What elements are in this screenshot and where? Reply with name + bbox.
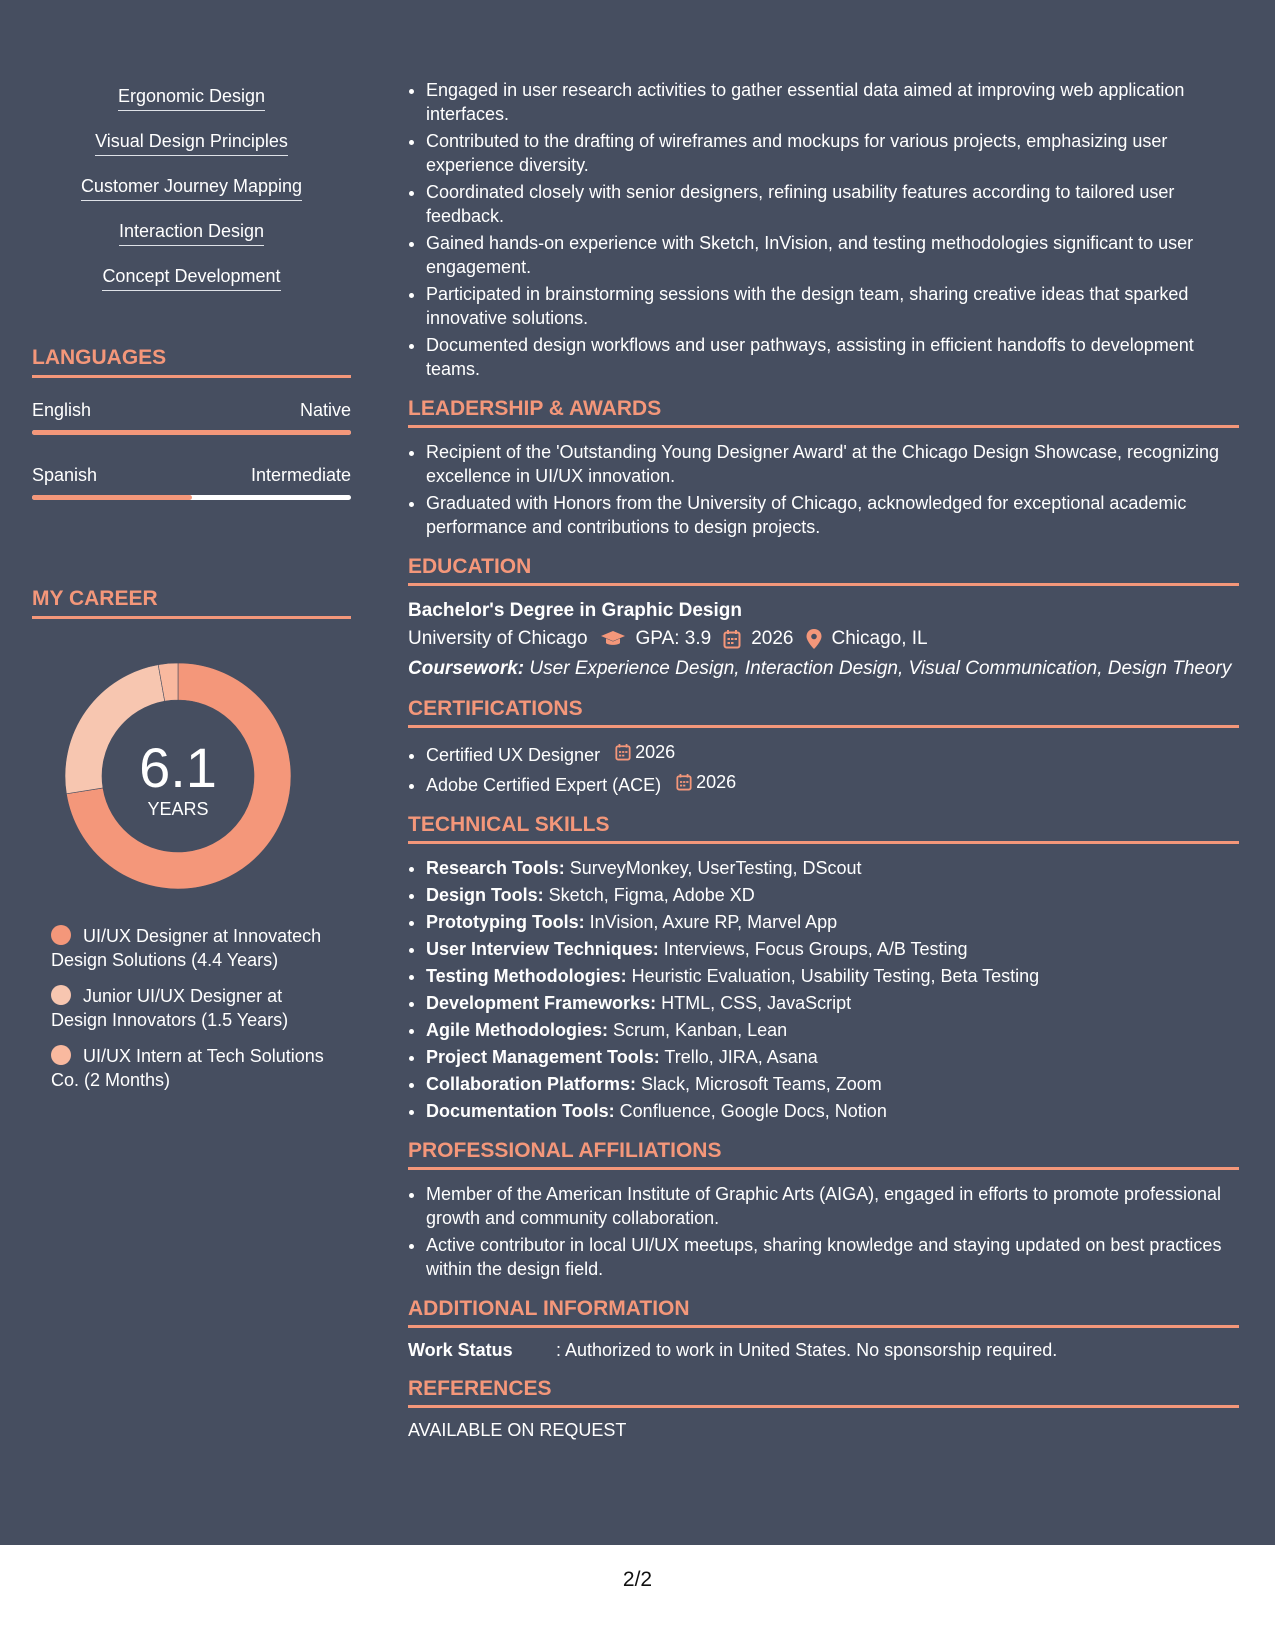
- skill-category: Design Tools:: [426, 885, 544, 905]
- list-item: [426, 1018, 1239, 1042]
- skills-list: [32, 86, 351, 311]
- skill-label: Visual Design Principles: [95, 131, 288, 156]
- references-title: REFERENCES: [408, 1377, 1239, 1408]
- work-status: [408, 1340, 1239, 1361]
- list-item: [426, 770, 1239, 797]
- affiliations-title: PROFESSIONAL AFFILIATIONS: [408, 1139, 1239, 1170]
- languages-section: [32, 346, 351, 500]
- list-item: • Graduated with Honors from the University of Chicago, acknowledged for exceptional academic performance and contributions to design projects.: [426, 491, 1239, 539]
- coursework-label: Coursework:: [408, 658, 525, 679]
- skill-values: Confluence, Google Docs, Notion: [614, 1101, 887, 1121]
- skill-values: Heuristic Evaluation, Usability Testing, Beta Testing: [626, 966, 1040, 986]
- career-legend-label: UI/UX Intern at Tech Solutions Co. (2 Months): [51, 1046, 324, 1090]
- list-item: • Participated in brainstorming sessions with the design team, sharing creative ideas that sparked innovative solutions.: [426, 282, 1239, 330]
- work-status-value: : Authorized to work in United States. No sponsorship required.: [556, 1340, 1058, 1360]
- language-item: [32, 400, 351, 435]
- language-bar: [32, 495, 351, 500]
- skill-category: Research Tools:: [426, 858, 565, 878]
- legend-dot-icon: [51, 1045, 71, 1065]
- language-level: Native: [299, 400, 351, 420]
- list-item: [426, 883, 1239, 907]
- career-legend-item: [51, 924, 341, 972]
- skill-item: [32, 266, 351, 311]
- leadership-title: LEADERSHIP & AWARDS: [408, 397, 1239, 428]
- right-column: [408, 78, 1239, 1441]
- legend-dot-icon: [51, 925, 71, 945]
- education-coursework: [408, 656, 1239, 681]
- language-name: English: [32, 400, 92, 420]
- technical-skills-list: [408, 856, 1239, 1123]
- legend-dot-icon: [51, 985, 71, 1005]
- graduation-cap-icon: [600, 630, 626, 648]
- list-item: [426, 740, 1239, 767]
- education-entry: [408, 598, 1239, 681]
- certification-year: 2026: [635, 742, 676, 762]
- education-degree: Bachelor's Degree in Graphic Design: [408, 600, 742, 621]
- skill-item: [32, 221, 351, 266]
- list-item: [426, 910, 1239, 934]
- skill-values: Sketch, Figma, Adobe XD: [543, 885, 755, 905]
- calendar-icon: [723, 629, 741, 649]
- education-details: [408, 624, 1239, 654]
- list-item: [426, 856, 1239, 880]
- career-legend-item: [51, 984, 341, 1032]
- page-number: 2/2: [622, 1568, 653, 1591]
- career-legend-label: UI/UX Designer at Innovatech Design Solutions (4.4 Years): [51, 926, 322, 970]
- calendar-icon: [615, 743, 631, 761]
- list-item: • Member of the American Institute of Graphic Arts (AIGA), engaged in efforts to promote professional growth and community collaboration.: [426, 1182, 1239, 1230]
- references-value: AVAILABLE ON REQUEST: [408, 1420, 627, 1440]
- skill-values: Scrum, Kanban, Lean: [608, 1020, 788, 1040]
- list-item: [426, 937, 1239, 961]
- certification-name: Certified UX Designer: [426, 745, 601, 765]
- career-legend: [51, 924, 341, 1104]
- skill-category: Agile Methodologies:: [426, 1020, 608, 1040]
- skill-category: Testing Methodologies:: [426, 966, 627, 986]
- certification-year: 2026: [696, 772, 737, 792]
- education-location: Chicago, IL: [831, 628, 928, 649]
- technical-skills-title: TECHNICAL SKILLS: [408, 813, 1239, 844]
- language-bar-fill: [32, 430, 351, 435]
- list-item: • Coordinated closely with senior designers, refining usability features according to tailored user feedback.: [426, 180, 1239, 228]
- list-item: • Contributed to the drafting of wireframes and mockups for various projects, emphasizing user experience diversity.: [426, 129, 1239, 177]
- list-item: [426, 1045, 1239, 1069]
- list-item: • Active contributor in local UI/UX meetups, sharing knowledge and staying updated on best practices within the design field.: [426, 1233, 1239, 1281]
- skill-values: HTML, CSS, JavaScript: [656, 993, 852, 1013]
- skill-values: Slack, Microsoft Teams, Zoom: [636, 1074, 882, 1094]
- career-total: 6.1: [139, 736, 217, 799]
- list-item: [426, 991, 1239, 1015]
- leadership-list: [408, 440, 1239, 539]
- language-level: Intermediate: [250, 465, 351, 485]
- skill-category: Collaboration Platforms:: [426, 1074, 637, 1094]
- skill-category: Development Frameworks:: [426, 993, 657, 1013]
- education-year: 2026: [751, 628, 794, 649]
- language-bar-fill: [32, 495, 192, 500]
- affiliations-list: [408, 1182, 1239, 1281]
- career-unit: YEARS: [147, 799, 209, 819]
- skill-item: [32, 176, 351, 221]
- career-legend-item: [51, 1044, 341, 1092]
- list-item: • Documented design workflows and user pathways, assisting in efficient handoffs to development teams.: [426, 333, 1239, 381]
- skill-category: Documentation Tools:: [426, 1101, 615, 1121]
- education-gpa: GPA: 3.9: [635, 628, 712, 649]
- language-item: [32, 465, 351, 500]
- skill-item: [32, 86, 351, 131]
- education-title: EDUCATION: [408, 555, 1239, 586]
- skill-category: Prototyping Tools:: [426, 912, 585, 932]
- education-school: University of Chicago: [408, 628, 588, 649]
- list-item: • Recipient of the 'Outstanding Young Designer Award' at the Chicago Design Showcase, recognizing excellence in UI/UX innovation.: [426, 440, 1239, 488]
- skill-category: Project Management Tools:: [426, 1047, 660, 1067]
- skill-values: Interviews, Focus Groups, A/B Testing: [658, 939, 968, 959]
- calendar-icon: [676, 773, 692, 791]
- list-item: [426, 1099, 1239, 1123]
- certifications-title: CERTIFICATIONS: [408, 697, 1239, 728]
- skill-label: Customer Journey Mapping: [81, 176, 302, 201]
- skill-label: Ergonomic Design: [118, 86, 265, 111]
- skill-values: Trello, JIRA, Asana: [659, 1047, 818, 1067]
- list-item: • Engaged in user research activities to gather essential data aimed at improving web application interfaces.: [426, 78, 1239, 126]
- skill-item: [32, 131, 351, 176]
- certification-name: Adobe Certified Expert (ACE): [426, 775, 662, 795]
- list-item: [426, 964, 1239, 988]
- languages-title: LANGUAGES: [32, 346, 351, 378]
- additional-info-title: ADDITIONAL INFORMATION: [408, 1297, 1239, 1328]
- work-status-label: Work Status: [408, 1340, 513, 1360]
- location-pin-icon: [806, 629, 822, 649]
- skill-values: SurveyMonkey, UserTesting, DScout: [564, 858, 862, 878]
- career-donut: [65, 663, 291, 889]
- language-name: Spanish: [32, 465, 98, 485]
- list-item: • Gained hands-on experience with Sketch, InVision, and testing methodologies significant to user engagement.: [426, 231, 1239, 279]
- career-section: [32, 587, 351, 1090]
- skill-category: User Interview Techniques:: [426, 939, 659, 959]
- career-title: MY CAREER: [32, 587, 351, 619]
- list-item: [426, 1072, 1239, 1096]
- experience-bullets: [408, 78, 1239, 381]
- certifications-list: [408, 740, 1239, 797]
- skill-values: InVision, Axure RP, Marvel App: [584, 912, 838, 932]
- language-bar: [32, 430, 351, 435]
- career-legend-label: Junior UI/UX Designer at Design Innovators (1.5 Years): [51, 986, 289, 1030]
- coursework-list: User Experience Design, Interaction Design, Visual Communication, Design Theory: [524, 658, 1232, 679]
- skill-label: Concept Development: [102, 266, 280, 291]
- skill-label: Interaction Design: [119, 221, 264, 246]
